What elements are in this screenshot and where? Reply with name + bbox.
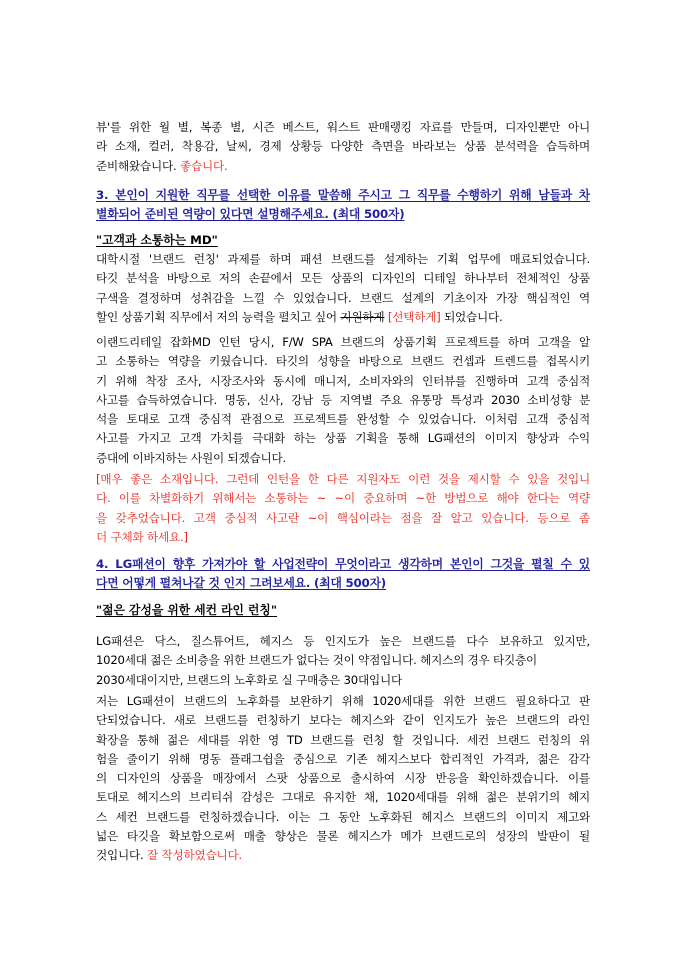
answer-3: [96, 231, 590, 327]
text-line: 확장을 통해 젊은 세대를 위한 영 TD 브랜드를 런칭 할 것입니다. 세컨 브랜드 런칭의 위: [96, 732, 590, 747]
text-line: 단되었습니다. 새로 브랜드를 런칭하기 보다는 헤지스와 같이 인지도가 높은 브랜드의 라인: [96, 713, 590, 728]
text-line: 토대로 헤지스의 브리티쉬 감성은 그대로 유지한 채, 1020세대를 위해 젊은 분위기의 헤지: [96, 790, 590, 805]
answer-title: "고객과 소통하는 MD": [96, 233, 218, 247]
question-3: [96, 186, 590, 225]
text-line: 구색을 결정하며 성취감을 느낄 수 있었습니다. 브랜드 설계의 기초이자 가장 핵심적인 역: [96, 290, 590, 305]
answer-4-intro: [96, 632, 590, 690]
text-line: 준비해왔습니다. 좋습니다.: [96, 158, 228, 173]
text-line: 기 위해 착장 조사, 시장조사와 동시에 매니저, 소비자와의 인터뷰를 진행하며 고객 중심적: [96, 373, 590, 388]
text-line: 의 디자인의 상품을 매장에서 스팟 상품으로 출시하여 시장 반응을 확인하겠습니다. 이를: [96, 771, 590, 786]
text-line: 것입니다. 잘 작성하였습니다.: [96, 848, 242, 863]
text-line: 할인 상품기획 직무에서 저의 능력을 펼치고 싶어 지원하게 [선택하게] 되었습니다.: [96, 309, 503, 324]
question-4: [96, 555, 590, 594]
text-line: 석을 토대로 고객 중심적 관점으로 프로젝트를 완성할 수 있었습니다. 이처럼 고객 중심적: [96, 412, 590, 427]
answer-title: "젊은 감성을 위한 세컨 라인 런칭": [96, 603, 277, 617]
correction-text: [선택하게]: [387, 309, 441, 324]
strikethrough-text: 지원하게: [340, 309, 385, 324]
question-line: 다면 어떻게 펼쳐나갈 것 인지 그려보세요. (최대 500자): [96, 576, 386, 591]
answer-4-strategy: [96, 692, 590, 866]
comment-line: [매우 좋은 소재입니다. 그런데 인턴을 한 다른 지원자도 이런 것을 제시할 수 있을 것입니: [96, 472, 590, 486]
text-line: 저는 LG패션이 브랜드의 노후화를 보완하기 위해 1020세대를 위한 브랜드 필요하다고 판: [96, 694, 590, 708]
comment-line: 을 갖추었습니다. 고객 중심적 사고란 ~이 핵심이라는 점을 잘 알고 있습니다. 등으로 좀: [96, 510, 590, 525]
text-line: 라 소재, 컬러, 착용감, 날씨, 경제 상황등 다양한 측면을 바라보는 상품 분석력을 습득하며: [96, 139, 590, 154]
text-line: 사고를 습득하였습니다. 명동, 신사, 강남 등 지역별 주요 유통망 특성과 2030 소비성향 분: [96, 392, 590, 407]
intro-paragraph: [96, 118, 590, 176]
text-line: 2030세대이지만, 브랜드의 노후화로 실 구매층은 30대입니다: [96, 672, 402, 687]
question-line: 4. LG패션이 향후 가져가야 할 사업전략이 무엇이라고 생각하며 본인이 그것을 펼칠 수 있: [96, 557, 590, 571]
review-comment: 잘 작성하였습니다.: [146, 848, 242, 863]
text-line: 스 세컨 브랜드를 런칭하겠습니다. 이는 그 동안 노후화된 헤지스 브랜드의 이미지 제고와: [96, 809, 590, 824]
text-line: 넓은 타깃을 확보함으로써 매출 향상은 물론 헤지스가 메가 브랜드로의 성장의 발판이 될: [96, 829, 590, 844]
text-line: 1020세대 젊은 소비층을 위한 브랜드가 없다는 것이 약점입니다. 헤지스의 경우 타깃층이: [96, 653, 538, 668]
answer-3-experience: [96, 333, 590, 468]
text-line: 이랜드리테일 잡화MD 인턴 당시, F/W SPA 브랜드의 상품기획 프로젝트를 하며 고객을 알: [96, 335, 590, 349]
comment-line: 다. 이를 차별화하기 위해서는 소통하는 ~ ~이 중요하며 ~한 방법으로 해야 한다는 역량: [96, 491, 590, 506]
review-comment: 좋습니다.: [179, 158, 228, 173]
text-line: LG패션은 닥스, 질스튜어트, 헤지스 등 인지도가 높은 브랜드를 다수 보유하고 있지만,: [96, 634, 590, 648]
text-line: 고 소통하는 역량을 키웠습니다. 타깃의 성향을 바탕으로 브랜드 컨셉과 트렌드를 접목시키: [96, 354, 590, 369]
text-line: 대학시절 '브랜드 런칭' 과제를 하며 패션 브랜드를 설계하는 기획 업무에 매료되었습니다.: [96, 252, 590, 266]
text-line: 뷰'를 위한 월 별, 복종 별, 시즌 베스트, 워스트 판매랭킹 자료를 만들며, 디자인뿐만 아니: [96, 120, 590, 134]
question-line: 3. 본인이 지원한 직무를 선택한 이유를 말씀해 주시고 그 직무를 수행하기 위해 남들과 차: [96, 188, 590, 202]
text-line: 증대에 이바지하는 사원이 되겠습니다.: [96, 450, 286, 465]
text-line: 사고를 가지고 고객 가치를 극대화 하는 상품 기획을 통해 LG패션의 이미지 향상과 수익: [96, 431, 590, 446]
text-line: 타깃 분석을 바탕으로 저의 손끝에서 모든 상품의 디자인의 디테일 하나부터 전체적인 상품: [96, 271, 590, 286]
question-line: 별화되어 준비된 역량이 있다면 설명해주세요. (최대 500자): [96, 207, 405, 222]
text-line: 험을 줄이기 위해 명동 플래그쉽을 중심으로 기존 헤지스보다 합리적인 가격과, 젊은 감각: [96, 751, 590, 766]
answer-4: [96, 601, 590, 620]
comment-line: 더 구체화 하세요.]: [96, 529, 188, 544]
review-comment-block: [96, 470, 590, 547]
